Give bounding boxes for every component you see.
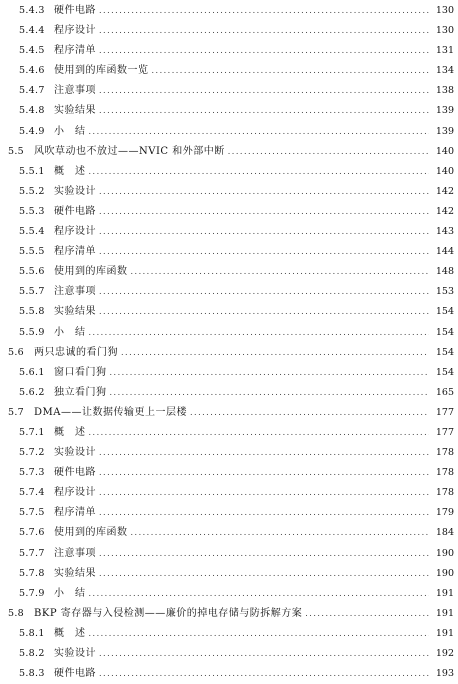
toc-page-number: 139 bbox=[435, 125, 454, 137]
toc-subsection[interactable] bbox=[0, 503, 458, 523]
toc-subsection[interactable] bbox=[0, 302, 458, 322]
toc-section[interactable] bbox=[0, 343, 458, 363]
dot-leader bbox=[131, 262, 430, 282]
toc-number: 5.4.6 bbox=[19, 65, 45, 77]
toc-subsection[interactable] bbox=[0, 383, 458, 403]
toc-title: BKP 寄存器与入侵检测——廉价的掉电存储与防拆解方案 bbox=[34, 607, 303, 619]
toc-subsection[interactable] bbox=[0, 323, 458, 343]
dot-leader bbox=[228, 142, 429, 162]
toc-number: 5.7.9 bbox=[19, 587, 45, 599]
toc-page-number: 177 bbox=[435, 426, 454, 438]
toc-title: 程序清单 bbox=[54, 507, 96, 519]
toc-title: 程序设计 bbox=[54, 226, 96, 238]
toc-subsection[interactable] bbox=[0, 222, 458, 242]
toc-title: 小 结 bbox=[54, 326, 86, 338]
toc-section[interactable] bbox=[0, 403, 458, 423]
toc-number: 5.7.5 bbox=[19, 507, 45, 519]
toc-page-number: 191 bbox=[435, 627, 454, 639]
toc-title: 硬件电路 bbox=[54, 467, 96, 479]
toc-page-number: 191 bbox=[435, 607, 454, 619]
toc-number: 5.7.8 bbox=[19, 567, 45, 579]
toc-page-number: 190 bbox=[435, 567, 454, 579]
toc-title: 注意事项 bbox=[54, 286, 96, 298]
dot-leader bbox=[99, 503, 429, 523]
toc-subsection[interactable] bbox=[0, 1, 458, 21]
toc-title: 概 述 bbox=[54, 165, 86, 177]
dot-leader bbox=[99, 242, 429, 262]
toc-number: 5.4.5 bbox=[19, 45, 45, 57]
toc-title: 注意事项 bbox=[54, 547, 96, 559]
toc-page-number: 142 bbox=[435, 205, 454, 217]
toc-title: 小 结 bbox=[54, 587, 86, 599]
toc-subsection[interactable] bbox=[0, 523, 458, 543]
toc-page-number: 178 bbox=[435, 487, 454, 499]
toc-number: 5.7.6 bbox=[19, 527, 45, 539]
dot-leader bbox=[190, 403, 429, 423]
toc-title: 程序设计 bbox=[54, 25, 96, 37]
toc-subsection[interactable] bbox=[0, 564, 458, 584]
toc-subsection[interactable] bbox=[0, 242, 458, 262]
dot-leader bbox=[110, 363, 430, 383]
dot-leader bbox=[131, 523, 430, 543]
toc-title: 实验结果 bbox=[54, 567, 96, 579]
toc-title: 概 述 bbox=[54, 627, 86, 639]
toc-page-number: 144 bbox=[435, 246, 454, 258]
toc-title: 使用到的库函数 bbox=[54, 527, 128, 539]
toc-title: 程序设计 bbox=[54, 487, 96, 499]
toc-page-number: 178 bbox=[435, 447, 454, 459]
toc-subsection[interactable] bbox=[0, 101, 458, 121]
dot-leader bbox=[89, 584, 430, 604]
toc-number: 5.5.2 bbox=[19, 185, 45, 197]
dot-leader bbox=[99, 463, 429, 483]
toc-title: 硬件电路 bbox=[54, 668, 96, 680]
dot-leader bbox=[121, 343, 429, 363]
toc-page-number: 154 bbox=[435, 346, 454, 358]
toc-number: 5.8.1 bbox=[19, 627, 45, 639]
toc-title: 使用到的库函数 bbox=[54, 266, 128, 278]
toc-number: 5.5.7 bbox=[19, 286, 45, 298]
toc-page-number: 131 bbox=[435, 45, 454, 57]
toc-number: 5.4.3 bbox=[19, 5, 45, 16]
toc-title: 独立看门狗 bbox=[54, 386, 107, 398]
toc-title: 实验设计 bbox=[54, 648, 96, 659]
toc-subsection[interactable] bbox=[0, 21, 458, 41]
toc-number: 5.8 bbox=[8, 607, 25, 619]
toc-title: 程序清单 bbox=[54, 246, 96, 258]
toc-number: 5.7.7 bbox=[19, 547, 45, 559]
dot-leader bbox=[99, 202, 429, 222]
dot-leader bbox=[99, 483, 429, 503]
toc-number: 5.7.2 bbox=[19, 447, 45, 459]
dot-leader bbox=[99, 302, 429, 322]
toc-page-number: 142 bbox=[435, 185, 454, 197]
toc-number: 5.5 bbox=[8, 145, 25, 157]
toc-page-number: 153 bbox=[435, 286, 454, 298]
toc-page-number: 134 bbox=[435, 65, 454, 77]
toc-title: 硬件电路 bbox=[54, 205, 96, 217]
toc-number: 5.5.5 bbox=[19, 246, 45, 258]
dot-leader bbox=[99, 282, 429, 302]
toc-page-number: 130 bbox=[435, 5, 454, 16]
toc-title: 实验结果 bbox=[54, 105, 96, 117]
toc-subsection[interactable] bbox=[0, 544, 458, 564]
toc-section[interactable] bbox=[0, 142, 458, 162]
toc-subsection[interactable] bbox=[0, 624, 458, 644]
toc-number: 5.4.4 bbox=[19, 25, 45, 37]
toc-title: DMA——让数据传输更上一层楼 bbox=[34, 406, 187, 418]
toc-title: 窗口看门狗 bbox=[54, 366, 107, 378]
toc-subsection[interactable] bbox=[0, 162, 458, 182]
dot-leader bbox=[99, 443, 429, 463]
toc-subsection[interactable] bbox=[0, 61, 458, 81]
toc-page-number: 177 bbox=[435, 406, 454, 418]
toc-title: 使用到的库函数一览 bbox=[54, 65, 149, 77]
toc-title: 风吹草动也不放过——NVIC 和外部中断 bbox=[34, 145, 225, 157]
dot-leader bbox=[89, 162, 430, 182]
toc-title: 两只忠诚的看门狗 bbox=[34, 346, 118, 358]
toc-title: 概 述 bbox=[54, 426, 86, 438]
toc-number: 5.6 bbox=[8, 346, 25, 358]
toc-subsection[interactable] bbox=[0, 443, 458, 463]
toc-number: 5.5.8 bbox=[19, 306, 45, 318]
toc-page-number: 190 bbox=[435, 547, 454, 559]
dot-leader bbox=[99, 21, 429, 41]
dot-leader bbox=[99, 41, 429, 61]
toc-page-number: 140 bbox=[435, 145, 454, 157]
dot-leader bbox=[305, 604, 429, 624]
toc-number: 5.7.3 bbox=[19, 467, 45, 479]
toc-number: 5.7 bbox=[8, 406, 25, 418]
dot-leader bbox=[110, 383, 430, 403]
toc-subsection[interactable] bbox=[0, 81, 458, 101]
toc-title: 注意事项 bbox=[54, 85, 96, 97]
toc-page-number: 179 bbox=[435, 507, 454, 519]
toc-subsection[interactable] bbox=[0, 262, 458, 282]
dot-leader bbox=[99, 544, 429, 564]
toc-number: 5.4.7 bbox=[19, 85, 45, 97]
toc-number: 5.4.8 bbox=[19, 105, 45, 117]
toc-subsection[interactable] bbox=[0, 122, 458, 142]
toc-page-number: 192 bbox=[435, 648, 454, 659]
toc-title: 实验结果 bbox=[54, 306, 96, 318]
toc-number: 5.8.3 bbox=[19, 668, 45, 680]
toc-page-number: 130 bbox=[435, 25, 454, 37]
toc-page-number: 165 bbox=[435, 386, 454, 398]
table-of-contents bbox=[0, 1, 458, 684]
toc-number: 5.7.4 bbox=[19, 487, 45, 499]
toc-number: 5.7.1 bbox=[19, 426, 45, 438]
toc-subsection[interactable] bbox=[0, 664, 458, 684]
dot-leader bbox=[152, 61, 430, 81]
dot-leader bbox=[89, 323, 430, 343]
dot-leader bbox=[89, 122, 430, 142]
toc-page-number: 148 bbox=[435, 266, 454, 278]
toc-subsection[interactable] bbox=[0, 202, 458, 222]
dot-leader bbox=[99, 1, 429, 21]
toc-page-number: 154 bbox=[435, 326, 454, 338]
toc-section[interactable] bbox=[0, 604, 458, 624]
dot-leader bbox=[99, 182, 429, 202]
toc-title: 程序清单 bbox=[54, 45, 96, 57]
toc-subsection[interactable] bbox=[0, 282, 458, 302]
dot-leader bbox=[99, 101, 429, 121]
toc-title: 小 结 bbox=[54, 125, 86, 137]
toc-page-number: 193 bbox=[435, 668, 454, 680]
toc-subsection[interactable] bbox=[0, 463, 458, 483]
toc-page-number: 154 bbox=[435, 306, 454, 318]
toc-page-number: 178 bbox=[435, 467, 454, 479]
toc-title: 实验设计 bbox=[54, 447, 96, 459]
toc-subsection[interactable] bbox=[0, 584, 458, 604]
toc-number: 5.8.2 bbox=[19, 648, 45, 659]
toc-subsection[interactable] bbox=[0, 483, 458, 503]
toc-page-number: 184 bbox=[435, 527, 454, 539]
dot-leader bbox=[99, 564, 429, 584]
toc-page-number: 139 bbox=[435, 105, 454, 117]
toc-subsection[interactable] bbox=[0, 363, 458, 383]
toc-title: 实验设计 bbox=[54, 185, 96, 197]
dot-leader bbox=[99, 222, 429, 242]
toc-page-number: 140 bbox=[435, 165, 454, 177]
toc-subsection[interactable] bbox=[0, 41, 458, 61]
toc-number: 5.5.4 bbox=[19, 226, 45, 238]
toc-number: 5.5.1 bbox=[19, 165, 45, 177]
toc-number: 5.5.6 bbox=[19, 266, 45, 278]
toc-number: 5.6.1 bbox=[19, 366, 45, 378]
toc-page-number: 154 bbox=[435, 366, 454, 378]
toc-title: 硬件电路 bbox=[54, 5, 96, 16]
toc-number: 5.6.2 bbox=[19, 386, 45, 398]
toc-subsection[interactable] bbox=[0, 423, 458, 443]
toc-number: 5.5.3 bbox=[19, 205, 45, 217]
toc-subsection[interactable] bbox=[0, 644, 458, 664]
dot-leader bbox=[99, 664, 429, 684]
toc-page-number: 191 bbox=[435, 587, 454, 599]
toc-number: 5.4.9 bbox=[19, 125, 45, 137]
toc-page-number: 138 bbox=[435, 85, 454, 97]
toc-page-number: 143 bbox=[435, 226, 454, 238]
dot-leader bbox=[99, 644, 429, 664]
toc-number: 5.5.9 bbox=[19, 326, 45, 338]
toc-subsection[interactable] bbox=[0, 182, 458, 202]
dot-leader bbox=[99, 81, 429, 101]
dot-leader bbox=[89, 423, 430, 443]
dot-leader bbox=[89, 624, 430, 644]
